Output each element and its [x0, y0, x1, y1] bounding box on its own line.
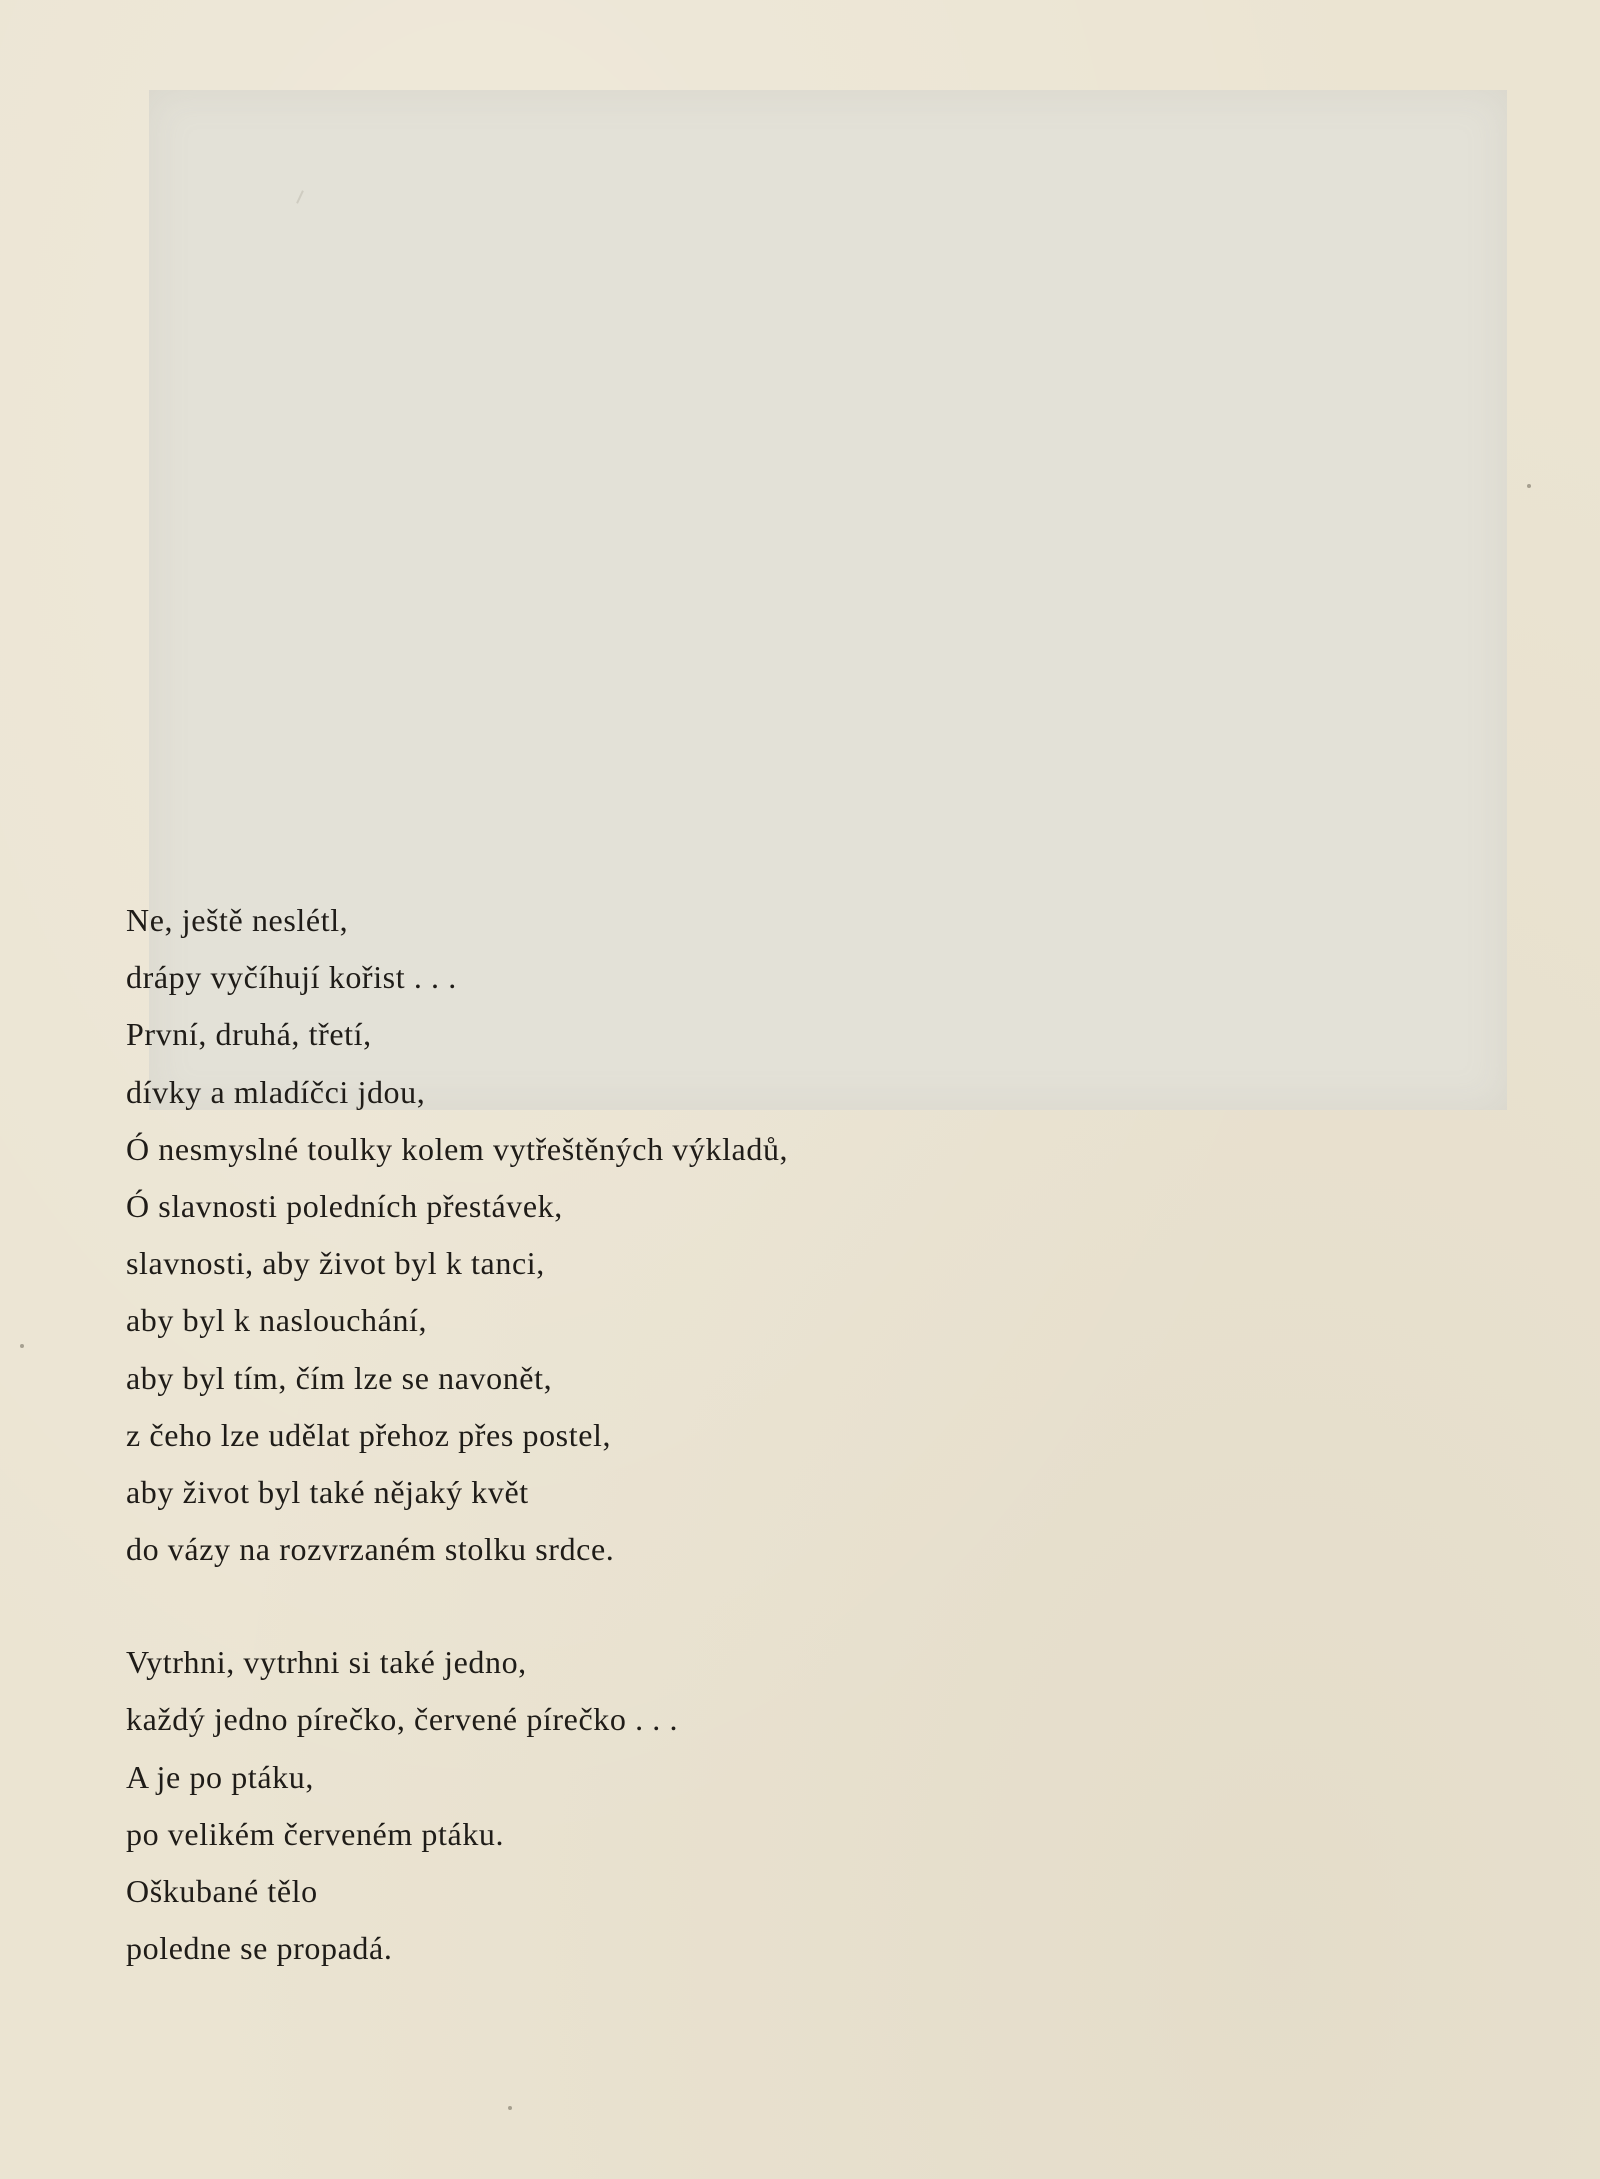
poem-line: Ó nesmyslné toulky kolem vytřeštěných výkladů,	[126, 1130, 789, 1167]
page-speck	[508, 2106, 512, 2110]
plate-blemish	[296, 190, 304, 204]
poem-line: První, druhá, třetí,	[126, 1016, 372, 1053]
poem-line: každý jedno pírečko, červené pírečko . . .	[126, 1701, 679, 1738]
poem-line: po velikém červeném ptáku.	[126, 1815, 505, 1852]
poem-line: aby byl k naslouchání,	[126, 1302, 428, 1339]
poem-line: Ne, ještě neslétl,	[126, 902, 349, 938]
page-speck	[1527, 484, 1531, 488]
poem-line: Vytrhni, vytrhni si také jedno,	[126, 1644, 527, 1681]
stanza-1	[126, 892, 1226, 1578]
poem-line: z čeho lze udělat přehoz přes postel,	[126, 1416, 612, 1453]
poem-line: slavnosti, aby život byl k tanci,	[126, 1245, 545, 1282]
poem-line: poledne se propadá.	[126, 1930, 393, 1967]
poem-line: drápy vyčíhují kořist . . .	[126, 959, 457, 996]
poem-line: aby život byl také nějaký květ	[126, 1473, 529, 1510]
poem	[126, 892, 1226, 1977]
poem-line: aby byl tím, čím lze se navonět,	[126, 1359, 553, 1396]
page-speck	[20, 1344, 24, 1348]
stanza-2	[126, 1634, 1226, 1977]
poem-line: dívky a mladíčci jdou,	[126, 1073, 426, 1110]
poem-line: A je po ptáku,	[126, 1758, 314, 1795]
poem-line: Ó slavnosti poledních přestávek,	[126, 1187, 563, 1224]
poem-line: do vázy na rozvrzaném stolku srdce.	[126, 1531, 615, 1568]
poem-line: Oškubané tělo	[126, 1873, 318, 1909]
